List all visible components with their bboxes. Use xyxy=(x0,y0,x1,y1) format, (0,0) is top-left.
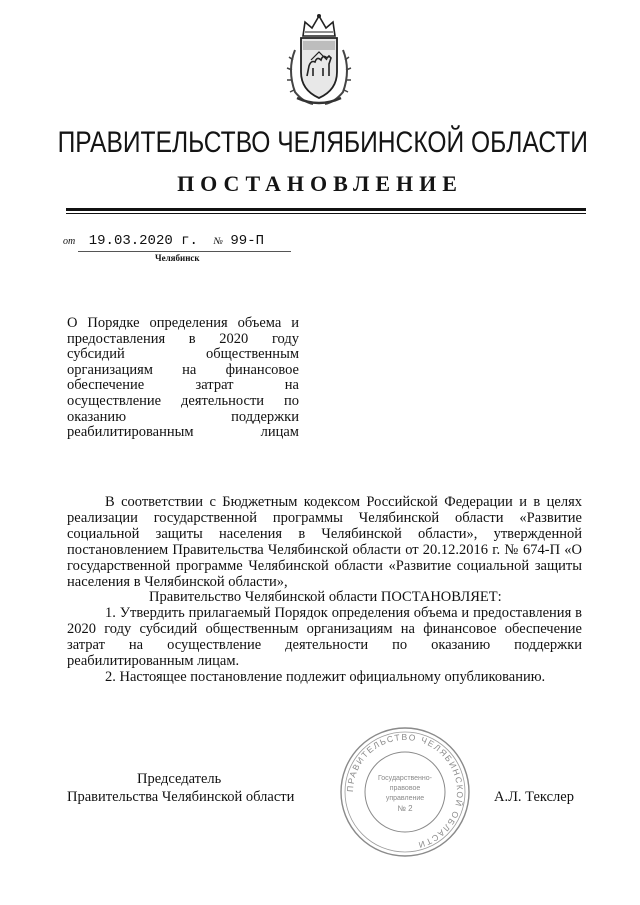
document-subject xyxy=(67,316,299,441)
decree-item-1: 1. Утвердить прилагаемый Порядок определения объема и предоставления в 2020 году субсидий общественным организациям на финансовое обеспечение затрат на осуществление деятельности по оказанию поддержки реабилитированным лицам. xyxy=(67,605,582,670)
seal-center-line: Государственно- xyxy=(377,775,433,782)
subject-line: осуществление деятельности по xyxy=(67,392,299,409)
seal-center-line: правовое xyxy=(389,785,421,792)
preamble-paragraph: В соответствии с Бюджетным кодексом Российской Федерации и в целях реализации государственной программы Челябинской области «Развитие социальной защиты населения в Челябинской области», утвержденной постановлением Правительства Челябинской области от 20.12.2016 г. № 674-П «О государственной программе Челябинской области «Развитие социальной защиты населения в Челябинской области», xyxy=(67,494,582,590)
position-line-2: Правительства Челябинской области xyxy=(67,789,295,805)
date-prefix: от xyxy=(63,236,76,247)
document-type: ПОСТАНОВЛЕНИЕ xyxy=(177,171,463,196)
document-number: 99-П xyxy=(230,233,264,249)
decree-line: Правительство Челябинской области ПОСТАНОВЛЯЕТ: xyxy=(149,589,502,606)
subject-line: оказанию поддержки xyxy=(67,408,299,425)
header-rule-thin xyxy=(66,213,586,214)
subject-line: реабилитированным лицам xyxy=(67,424,299,441)
signatory-name: А.Л. Текслер xyxy=(494,789,574,805)
document-body xyxy=(67,495,582,686)
document-date: 19.03.2020 г. xyxy=(88,233,198,249)
subject-line: организациям на финансовое xyxy=(67,361,299,378)
official-seal-icon xyxy=(338,725,472,859)
coat-of-arms-icon xyxy=(283,10,355,110)
subject-line: О Порядке определения объема и xyxy=(67,315,299,331)
subject-line: обеспечение затрат на xyxy=(67,377,299,394)
seal-center-line: управление xyxy=(385,795,425,802)
header-rule-thick xyxy=(66,208,586,211)
seal-center-line: № 2 xyxy=(397,804,413,813)
subject-line: субсидий общественным xyxy=(67,346,299,363)
government-title: ПРАВИТЕЛЬСТВО ЧЕЛЯБИНСКОЙ ОБЛАСТИ xyxy=(57,126,588,159)
date-number-line xyxy=(63,233,264,249)
decree-item-2: 2. Настоящее постановление подлежит официальному опубликованию. xyxy=(105,668,546,685)
signatory-position xyxy=(67,770,307,806)
number-prefix: № xyxy=(213,236,223,247)
position-line-1: Председатель xyxy=(137,771,222,787)
seal-ring-text: ПРАВИТЕЛЬСТВО ЧЕЛЯБИНСКОЙ ОБЛАСТИ xyxy=(344,731,466,851)
subject-line: предоставления в 2020 году xyxy=(67,330,299,347)
city-name: Челябинск xyxy=(155,253,200,263)
date-underline xyxy=(78,251,291,252)
